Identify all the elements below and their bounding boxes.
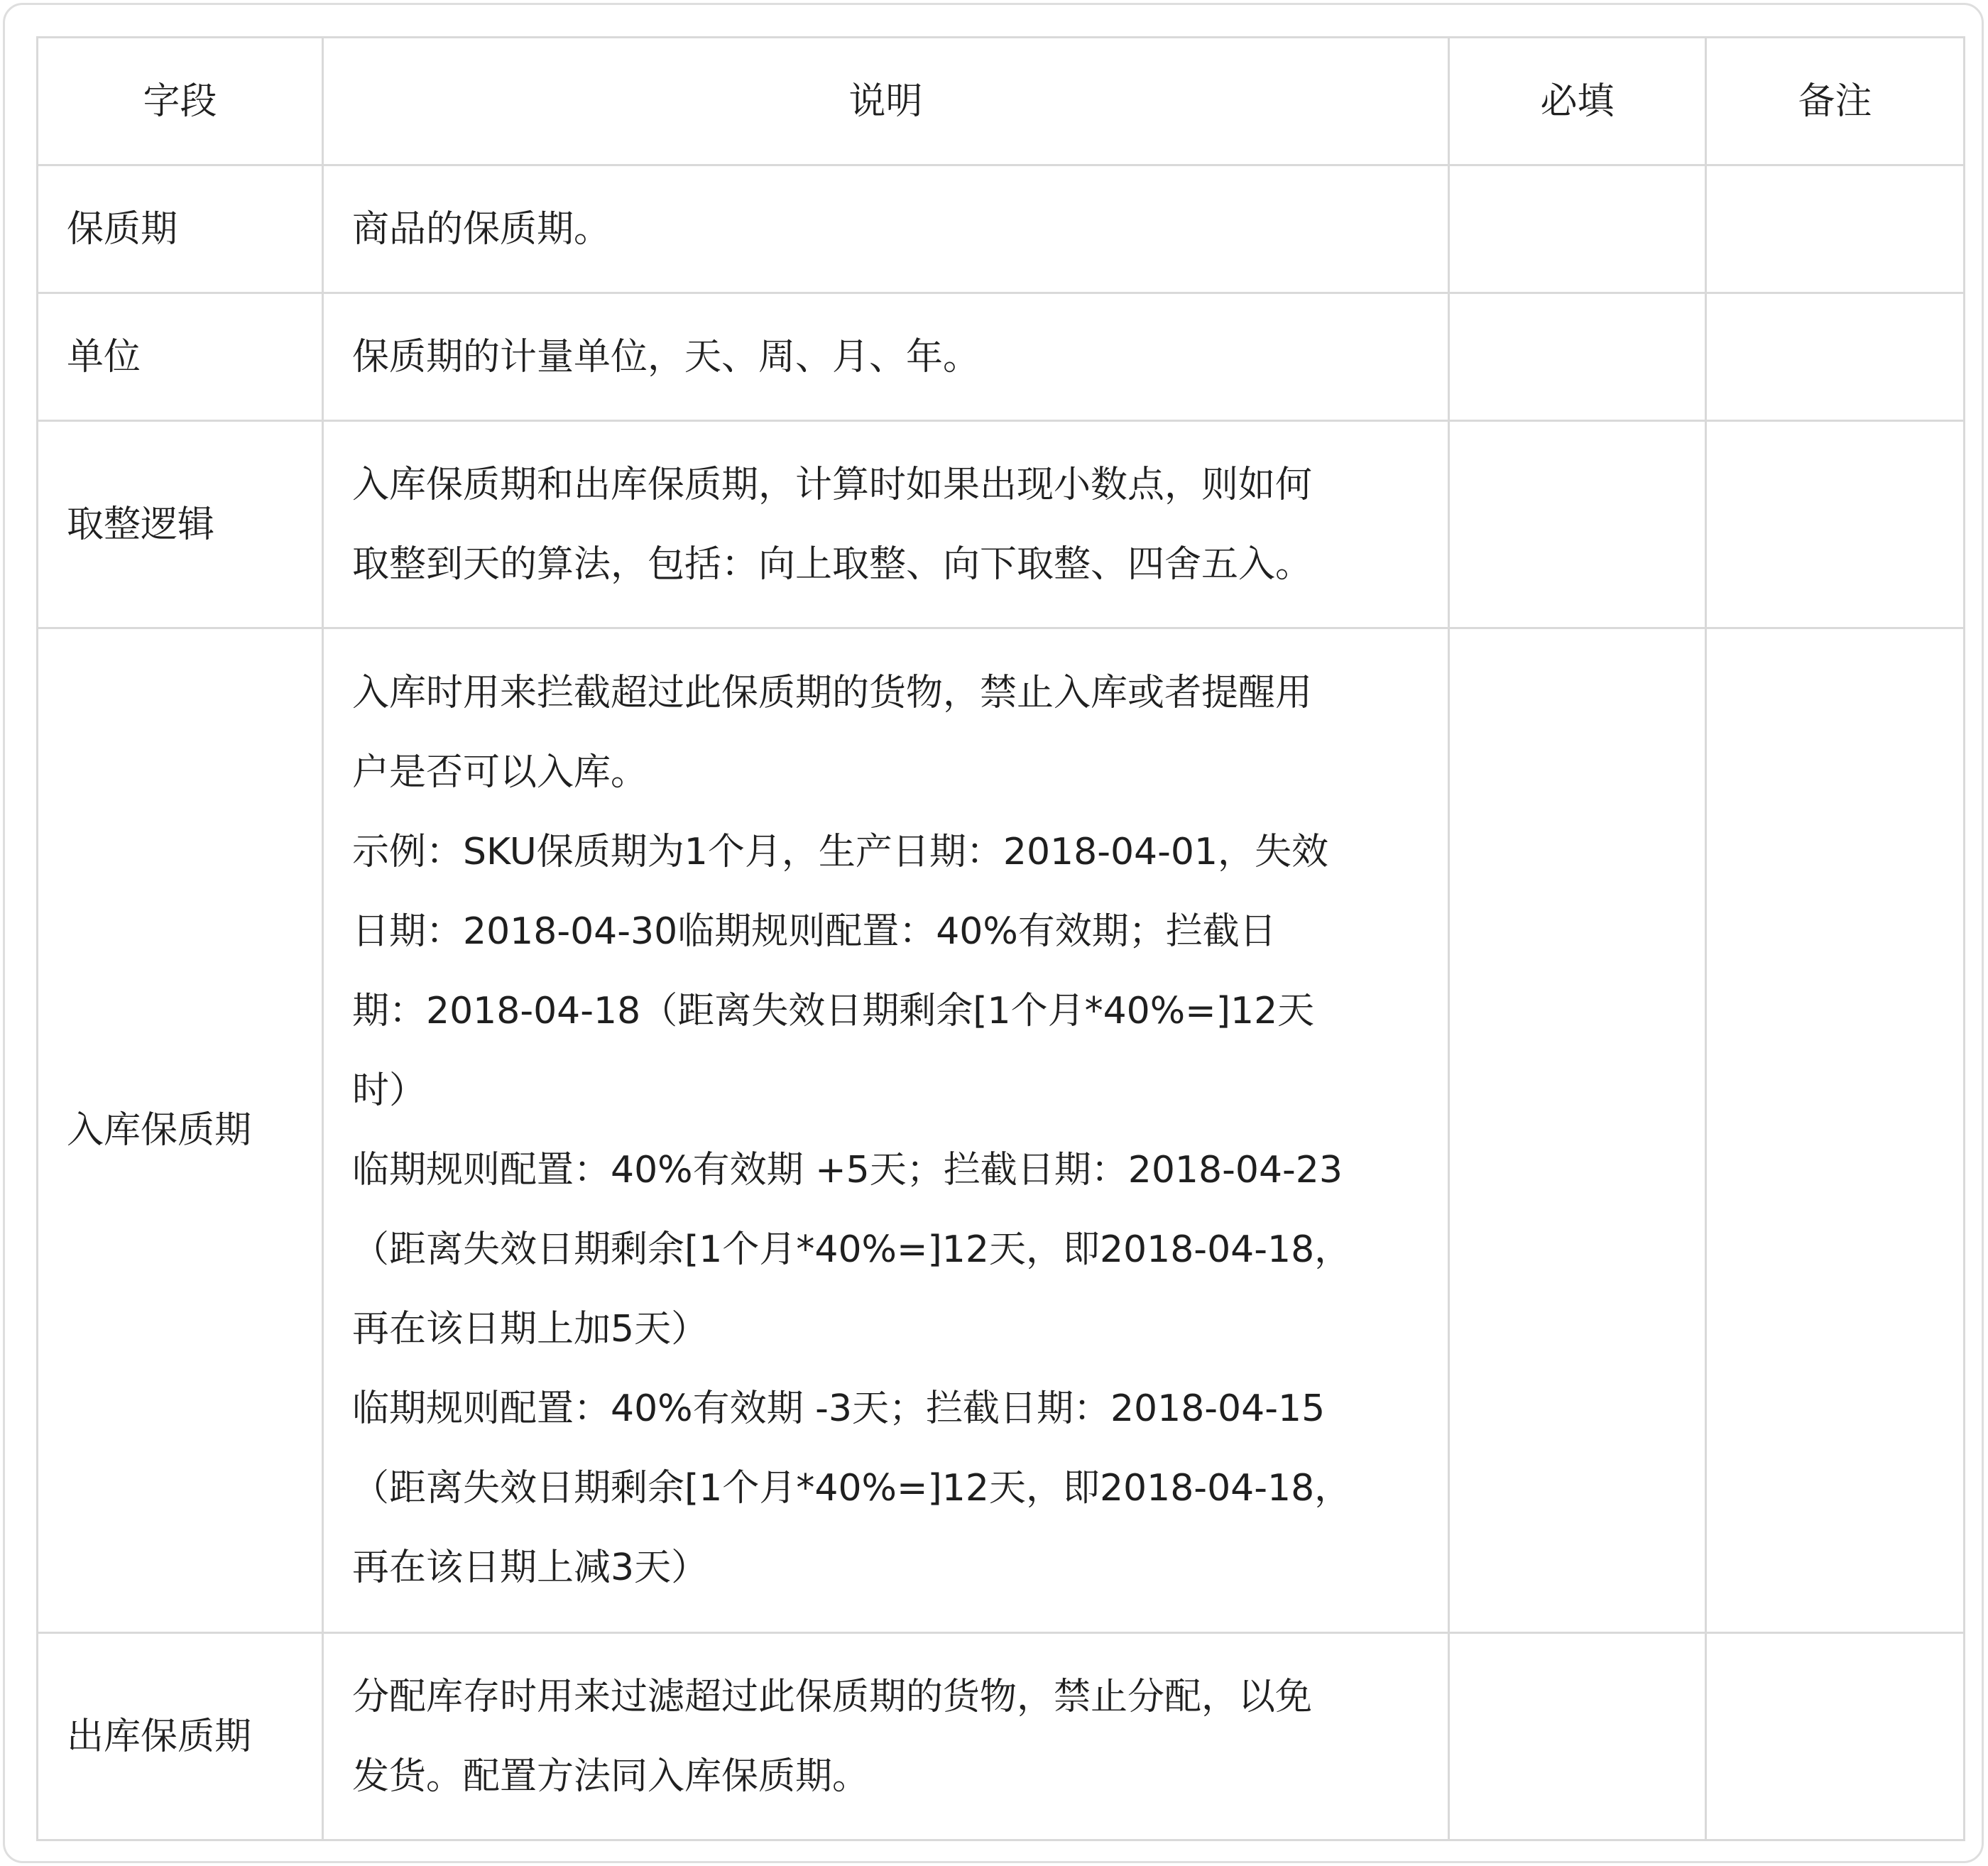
cell-description (323, 165, 1449, 293)
header-description: 说明 (323, 38, 1449, 165)
cell-required (1449, 421, 1706, 628)
cell-remark (1706, 628, 1965, 1633)
table-row (38, 628, 1965, 1633)
description-line: 入库时用来拦截超过此保质期的货物，禁止入库或者提醒用 (352, 672, 1313, 714)
description-line: 日期：2018-04-30临期规则配置：40%有效期；拦截日 (352, 910, 1277, 953)
cell-remark (1706, 421, 1965, 628)
description-line: （距离失效日期剩余[1个月*40%=]12天，即2018-04-18， (352, 1228, 1352, 1271)
table-card (3, 3, 1984, 1863)
description-line: 取整到天的算法，包括：向上取整、向下取整、四舍五入。 (352, 542, 1313, 586)
cell-required (1449, 293, 1706, 421)
description-line: 再在该日期上减3天） (352, 1546, 709, 1589)
description-line: 期：2018-04-18（距离失效日期剩余[1个月*40%=]12天 (352, 990, 1315, 1032)
description-line: 分配库存时用来过滤超过此保质期的货物，禁止分配，以免 (352, 1675, 1313, 1718)
header-field: 字段 (38, 38, 323, 165)
cell-description (323, 421, 1449, 628)
cell-remark (1706, 165, 1965, 293)
cell-remark (1706, 1633, 1965, 1840)
cell-field: 出库保质期 (38, 1633, 323, 1840)
cell-description (323, 1633, 1449, 1840)
cell-required (1449, 628, 1706, 1633)
cell-required (1449, 1633, 1706, 1840)
cell-field: 取整逻辑 (38, 421, 323, 628)
table-row (38, 1633, 1965, 1840)
cell-field: 单位 (38, 293, 323, 421)
description-line: 发货。配置方法同入库保质期。 (352, 1755, 870, 1798)
cell-field: 保质期 (38, 165, 323, 293)
cell-description (323, 628, 1449, 1633)
field-description-table (36, 36, 1965, 1841)
cell-remark (1706, 293, 1965, 421)
description-line: 临期规则配置：40%有效期 -3天；拦截日期：2018-04-15 (352, 1387, 1326, 1430)
description-line: 再在该日期上加5天） (352, 1308, 709, 1351)
description-line: 保质期的计量单位，天、周、月、年。 (352, 335, 981, 378)
description-line: （距离失效日期剩余[1个月*40%=]12天，即2018-04-18， (352, 1467, 1352, 1510)
header-required: 必填 (1449, 38, 1706, 165)
description-line: 临期规则配置：40%有效期 +5天；拦截日期：2018-04-23 (352, 1149, 1343, 1191)
table-header-row (38, 38, 1965, 165)
description-line: 入库保质期和出库保质期，计算时如果出现小数点，则如何 (352, 463, 1313, 506)
description-line: 时） (352, 1069, 427, 1112)
header-remark: 备注 (1706, 38, 1965, 165)
description-line: 户是否可以入库。 (352, 751, 648, 794)
cell-required (1449, 165, 1706, 293)
table-row (38, 293, 1965, 421)
table-row (38, 421, 1965, 628)
description-line: 示例：SKU保质期为1个月，生产日期：2018-04-01，失效 (352, 831, 1329, 873)
table-row (38, 165, 1965, 293)
cell-description (323, 293, 1449, 421)
description-line: 商品的保质期。 (352, 207, 611, 251)
cell-field: 入库保质期 (38, 628, 323, 1633)
